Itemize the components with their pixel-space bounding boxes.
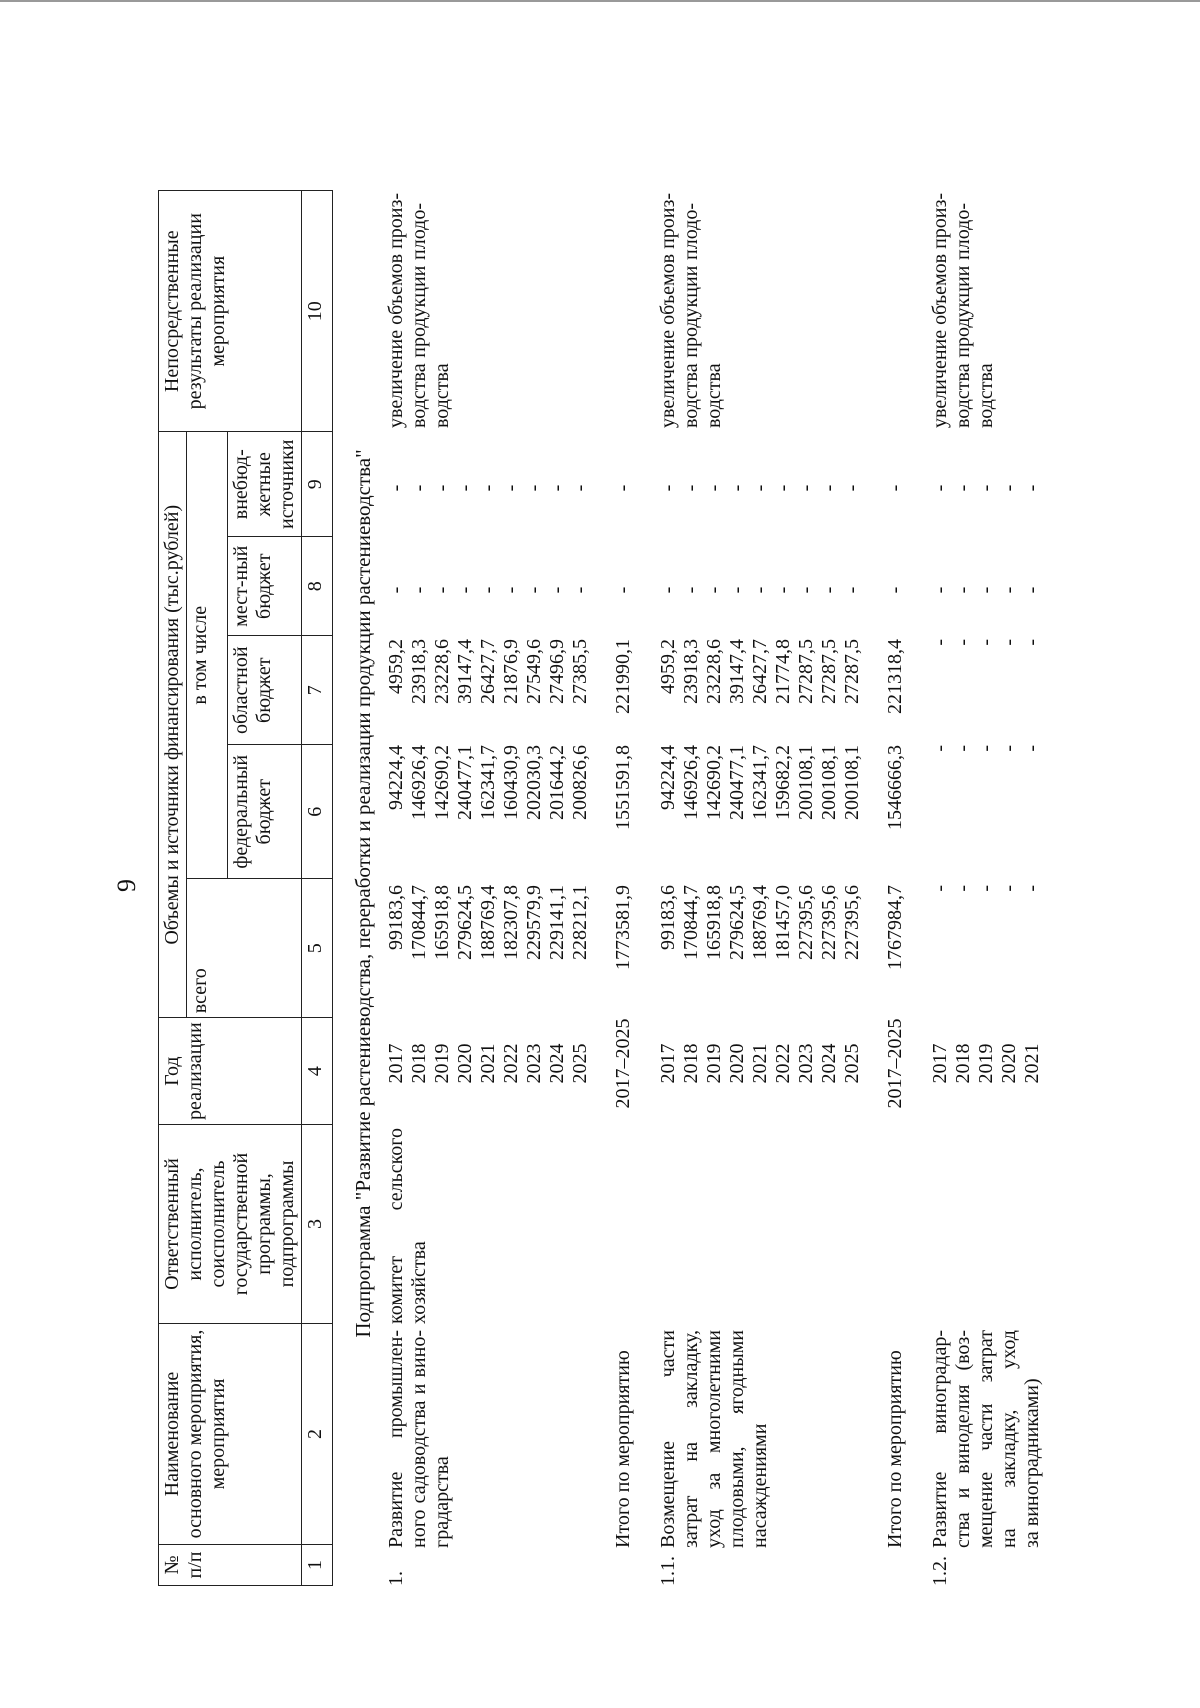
row-extra-line: -	[569, 484, 591, 492]
header-funding: Объемы и источники финансирования (тыс.рублей)	[159, 432, 187, 1018]
row-regional-line: -	[929, 639, 951, 646]
subtotal-regional: 221990,1	[612, 639, 634, 714]
row-extra	[657, 436, 864, 540]
row-local-line: -	[680, 586, 702, 594]
row-federal-line: 94224,4	[657, 745, 679, 810]
row-regional-line: 23918,3	[408, 639, 430, 704]
row-local-line: -	[569, 586, 591, 594]
row-name-line: ства и виноделия (воз-	[952, 1330, 974, 1548]
row-regional-line: 4959,2	[385, 639, 407, 694]
row-local-line: -	[408, 586, 430, 594]
row-local-line: -	[952, 586, 974, 594]
row-local-line: -	[818, 586, 840, 594]
row-result-line: водства	[431, 363, 453, 428]
row-local-line: -	[703, 586, 725, 594]
row-total-line: 229579,9	[523, 885, 545, 960]
row-regional-line: 4959,2	[657, 639, 679, 694]
row-name-line: Развитие виноградар-	[929, 1330, 951, 1548]
row-total-line: 182307,8	[500, 885, 522, 960]
row-extra-line: -	[431, 484, 453, 492]
row-federal-line: 146926,4	[408, 745, 430, 820]
subtotal-federal: 1551591,8	[612, 745, 634, 830]
row-extra-line: -	[772, 484, 794, 492]
row-years-line: 2018	[680, 1043, 702, 1084]
subtotal-years: 2017–2025	[884, 1018, 906, 1109]
row-regional-line: 23228,6	[703, 639, 725, 704]
row-local-line: -	[431, 586, 453, 594]
row-total-line: -	[975, 885, 997, 892]
row-federal-line: 200826,6	[569, 745, 591, 820]
header-local: мест-ный бюджет	[228, 537, 302, 636]
row-years-line: 2021	[1021, 1043, 1043, 1084]
row-total-line: 227395,6	[818, 885, 840, 960]
row-extra-line: -	[998, 484, 1020, 492]
row-local-line: -	[500, 586, 522, 594]
row-local-line: -	[841, 586, 863, 594]
row-total-line: 227395,6	[841, 885, 863, 960]
row-federal-line: 240477,1	[454, 745, 476, 820]
subprogram-title: Подпрограмма "Развитие растениеводства, переработки и реализации продукции растениеводства"	[351, 449, 375, 1338]
row-regional-line: -	[1021, 639, 1043, 646]
header-regional: областной бюджет	[228, 636, 302, 745]
row-total-line: -	[1021, 885, 1043, 892]
row-result-line: водства	[703, 363, 725, 428]
row-federal-line: 200108,1	[818, 745, 840, 820]
row-total	[929, 885, 1044, 1020]
row-years-line: 2017	[385, 1043, 407, 1084]
row-extra-line: -	[703, 484, 725, 492]
column-number: 8	[302, 537, 333, 636]
row-extra-line: -	[952, 484, 974, 492]
row-years-line: 2017	[929, 1043, 951, 1084]
row-years-line: 2020	[998, 1043, 1020, 1084]
row-extra-line: -	[841, 484, 863, 492]
row-local-line: -	[772, 586, 794, 594]
column-number: 7	[302, 636, 333, 745]
row-total-line: 188769,4	[477, 885, 499, 960]
row-total-line: 229141,1	[546, 885, 568, 960]
row-regional-line: 26427,7	[477, 639, 499, 704]
row-extra-line: -	[454, 484, 476, 492]
row-total-line: 99183,6	[657, 885, 679, 950]
subtotal-extra: -	[884, 484, 906, 492]
row-federal-line: 142690,2	[431, 745, 453, 820]
subtotal-local: -	[884, 586, 906, 594]
row-responsible-line: хозяйства	[408, 1241, 430, 1324]
row-regional	[657, 639, 864, 739]
row-total-line: -	[929, 885, 951, 892]
row-name-line: затрат на закладку,	[680, 1330, 702, 1548]
row-name-line: насаждениями	[749, 1423, 771, 1548]
row-number: 1.2.	[929, 1556, 951, 1586]
row-name-line: градарства	[431, 1456, 453, 1548]
page-number: 9	[112, 879, 141, 892]
subtotal-years: 2017–2025	[612, 1018, 634, 1109]
row-years-line: 2018	[408, 1043, 430, 1084]
row-federal-line: 160430,9	[500, 745, 522, 820]
row-local	[657, 539, 864, 641]
row-total-line: -	[998, 885, 1020, 892]
subtotal-label: Итого по мероприятию	[884, 1350, 906, 1548]
row-name	[385, 1330, 454, 1548]
row-local-line: -	[477, 586, 499, 594]
row-regional	[929, 639, 1044, 739]
row-name	[929, 1330, 1044, 1548]
row-federal-line: -	[998, 745, 1020, 752]
row-total-line: 170844,7	[680, 885, 702, 960]
subtotal-local: -	[612, 586, 634, 594]
row-years-line: 2021	[749, 1043, 771, 1084]
row-extra-line: -	[546, 484, 568, 492]
header-including: в том числе	[187, 432, 228, 879]
row-local-line: -	[998, 586, 1020, 594]
row-years-line: 2022	[500, 1043, 522, 1084]
row-local-line: -	[523, 586, 545, 594]
row-federal-line: 146926,4	[680, 745, 702, 820]
row-regional-line: 27549,6	[523, 639, 545, 704]
header-results: Непосредственные результаты реализации мероприятия	[159, 191, 302, 432]
row-number: 1.1.	[657, 1556, 679, 1586]
row-total-line: 181457,0	[772, 885, 794, 960]
row-regional-line: 39147,4	[454, 639, 476, 704]
table-row	[929, 192, 1044, 1586]
row-extra-line: -	[975, 484, 997, 492]
row-regional-line: 27496,9	[546, 639, 568, 704]
row-years-line: 2019	[703, 1043, 725, 1084]
row-years-line: 2020	[454, 1043, 476, 1084]
row-regional-line: 39147,4	[726, 639, 748, 704]
row-years	[385, 1006, 592, 1121]
subtotal-row	[884, 206, 907, 1586]
row-name-line: ного садоводства и вино-	[408, 1330, 430, 1548]
row-local-line: -	[546, 586, 568, 594]
row-extra-line: -	[749, 484, 771, 492]
header-total: всего	[187, 879, 302, 1018]
row-regional-line: 21774,8	[772, 639, 794, 704]
row-total-line: 227395,6	[795, 885, 817, 960]
row-extra-line: -	[929, 484, 951, 492]
row-extra-line: -	[500, 484, 522, 492]
row-federal-line: -	[975, 745, 997, 752]
row-regional-line: 26427,7	[749, 639, 771, 704]
row-result-line: увеличение объемов произ-	[385, 192, 407, 428]
row-extra-line: -	[657, 484, 679, 492]
row-federal	[385, 745, 592, 880]
row-extra-line: -	[818, 484, 840, 492]
row-federal-line: 202030,3	[523, 745, 545, 820]
row-federal-line: -	[1021, 745, 1043, 752]
row-federal-line: -	[929, 745, 951, 752]
row-name	[657, 1330, 772, 1548]
row-regional-line: -	[975, 639, 997, 646]
column-number: 3	[302, 1125, 333, 1324]
row-total-line: 279624,5	[726, 885, 748, 960]
header-year: Год реализации	[159, 1018, 302, 1125]
column-number-row	[302, 191, 333, 1586]
row-responsible	[385, 1128, 431, 1324]
row-extra-line: -	[385, 484, 407, 492]
row-local-line: -	[1021, 586, 1043, 594]
row-years-line: 2025	[841, 1043, 863, 1084]
header-responsible: Ответственный исполнитель, соисполнитель государственной программы, подпрограммы	[159, 1125, 302, 1324]
header-federal: федеральный бюджет	[228, 745, 302, 879]
column-number: 4	[302, 1018, 333, 1125]
header-name: Наименование основного мероприятия, мероприятия	[159, 1324, 302, 1545]
header-extra: внебюд-жетные источники	[228, 432, 302, 537]
header-num: № п/п	[159, 1545, 302, 1586]
row-years-line: 2018	[952, 1043, 974, 1084]
table-body	[351, 192, 1044, 1586]
row-regional-line: -	[998, 639, 1020, 646]
row-years-line: 2021	[477, 1043, 499, 1084]
row-total	[657, 885, 864, 1020]
row-total	[385, 885, 592, 1020]
row-federal	[929, 745, 1044, 880]
column-number: 2	[302, 1324, 333, 1545]
row-years-line: 2017	[657, 1043, 679, 1084]
row-name-line: на закладку, уход	[998, 1330, 1020, 1548]
subtotal-total: 1773581,9	[612, 885, 634, 970]
row-local-line: -	[795, 586, 817, 594]
row-federal-line: 94224,4	[385, 745, 407, 810]
row-local-line: -	[749, 586, 771, 594]
column-number: 6	[302, 745, 333, 879]
row-regional	[385, 639, 592, 739]
row-extra-line: -	[680, 484, 702, 492]
row-result-line: водства продукции плодо-	[952, 203, 974, 428]
row-local-line: -	[454, 586, 476, 594]
row-years-line: 2025	[569, 1043, 591, 1084]
row-years-line: 2022	[772, 1043, 794, 1084]
row-years-line: 2020	[726, 1043, 748, 1084]
row-result-line: водства продукции плодо-	[680, 203, 702, 428]
header-table	[158, 190, 333, 1586]
table-row	[385, 192, 592, 1586]
row-federal-line: 201644,2	[546, 745, 568, 820]
row-total-line: 165918,8	[703, 885, 725, 960]
row-total-line: 99183,6	[385, 885, 407, 950]
row-years	[657, 1006, 864, 1121]
subtotal-extra: -	[612, 484, 634, 492]
row-name-line: плодовыми, ягодными	[726, 1330, 748, 1548]
row-regional-line: 27385,5	[569, 639, 591, 704]
row-total-line: 188769,4	[749, 885, 771, 960]
row-years-line: 2024	[818, 1043, 840, 1084]
row-extra-line: -	[726, 484, 748, 492]
subtotal-total: 1767984,7	[884, 885, 906, 970]
row-extra	[385, 436, 592, 540]
row-total-line: 279624,5	[454, 885, 476, 960]
row-years-line: 2019	[431, 1043, 453, 1084]
row-local-line: -	[657, 586, 679, 594]
row-federal-line: 162341,7	[477, 745, 499, 820]
row-result-line: увеличение объемов произ-	[929, 192, 951, 428]
row-local-line: -	[726, 586, 748, 594]
subtotal-row	[612, 206, 635, 1586]
row-local	[929, 539, 1044, 641]
row-federal-line: 159682,2	[772, 745, 794, 820]
row-local-line: -	[975, 586, 997, 594]
row-federal	[657, 745, 864, 880]
column-number: 10	[302, 191, 333, 432]
row-extra-line: -	[477, 484, 499, 492]
row-regional-line: 27287,5	[841, 639, 863, 704]
row-local-line: -	[929, 586, 951, 594]
column-number: 5	[302, 879, 333, 1018]
row-total-line: 170844,7	[408, 885, 430, 960]
row-regional-line: 21876,9	[500, 639, 522, 704]
subtotal-regional: 221318,4	[884, 639, 906, 714]
row-regional-line: 23918,3	[680, 639, 702, 704]
row-years-line: 2019	[975, 1043, 997, 1084]
row-total-line: -	[952, 885, 974, 892]
row-local	[385, 539, 592, 641]
row-extra-line: -	[1021, 484, 1043, 492]
table-row	[657, 192, 864, 1586]
row-result	[385, 192, 454, 428]
column-number: 9	[302, 432, 333, 537]
row-result	[657, 192, 726, 428]
row-name-line: Возмещение части	[657, 1330, 679, 1548]
row-name-line: за виноградниками)	[1021, 1378, 1043, 1548]
row-regional-line: 23228,6	[431, 639, 453, 704]
row-number: 1.	[385, 1571, 407, 1586]
row-total-line: 228212,1	[569, 885, 591, 960]
column-number: 1	[302, 1545, 333, 1586]
row-responsible-line: комитет сельского	[385, 1128, 407, 1324]
row-regional-line: 27287,5	[818, 639, 840, 704]
row-name-line: мещение части затрат	[975, 1330, 997, 1548]
row-name-line: уход за многолетними	[703, 1330, 725, 1548]
row-years	[929, 1006, 1044, 1121]
row-name-line: Развитие промышлен-	[385, 1330, 407, 1548]
row-extra	[929, 436, 1044, 540]
row-extra-line: -	[795, 484, 817, 492]
subtotal-federal: 1546666,3	[884, 745, 906, 830]
row-federal-line: 200108,1	[795, 745, 817, 820]
row-result-line: водства продукции плодо-	[408, 203, 430, 428]
subtotal-label: Итого по мероприятию	[612, 1350, 634, 1548]
row-federal-line: 240477,1	[726, 745, 748, 820]
row-years-line: 2023	[795, 1043, 817, 1084]
row-result	[929, 192, 998, 428]
row-years-line: 2023	[523, 1043, 545, 1084]
row-regional-line: -	[952, 639, 974, 646]
row-extra-line: -	[408, 484, 430, 492]
row-federal-line: 142690,2	[703, 745, 725, 820]
row-federal-line: 200108,1	[841, 745, 863, 820]
row-federal-line: 162341,7	[749, 745, 771, 820]
row-regional-line: 27287,5	[795, 639, 817, 704]
row-extra-line: -	[523, 484, 545, 492]
row-years-line: 2024	[546, 1043, 568, 1084]
row-result-line: увеличение объемов произ-	[657, 192, 679, 428]
row-result-line: водства	[975, 363, 997, 428]
row-total-line: 165918,8	[431, 885, 453, 960]
row-local-line: -	[385, 586, 407, 594]
row-federal-line: -	[952, 745, 974, 752]
